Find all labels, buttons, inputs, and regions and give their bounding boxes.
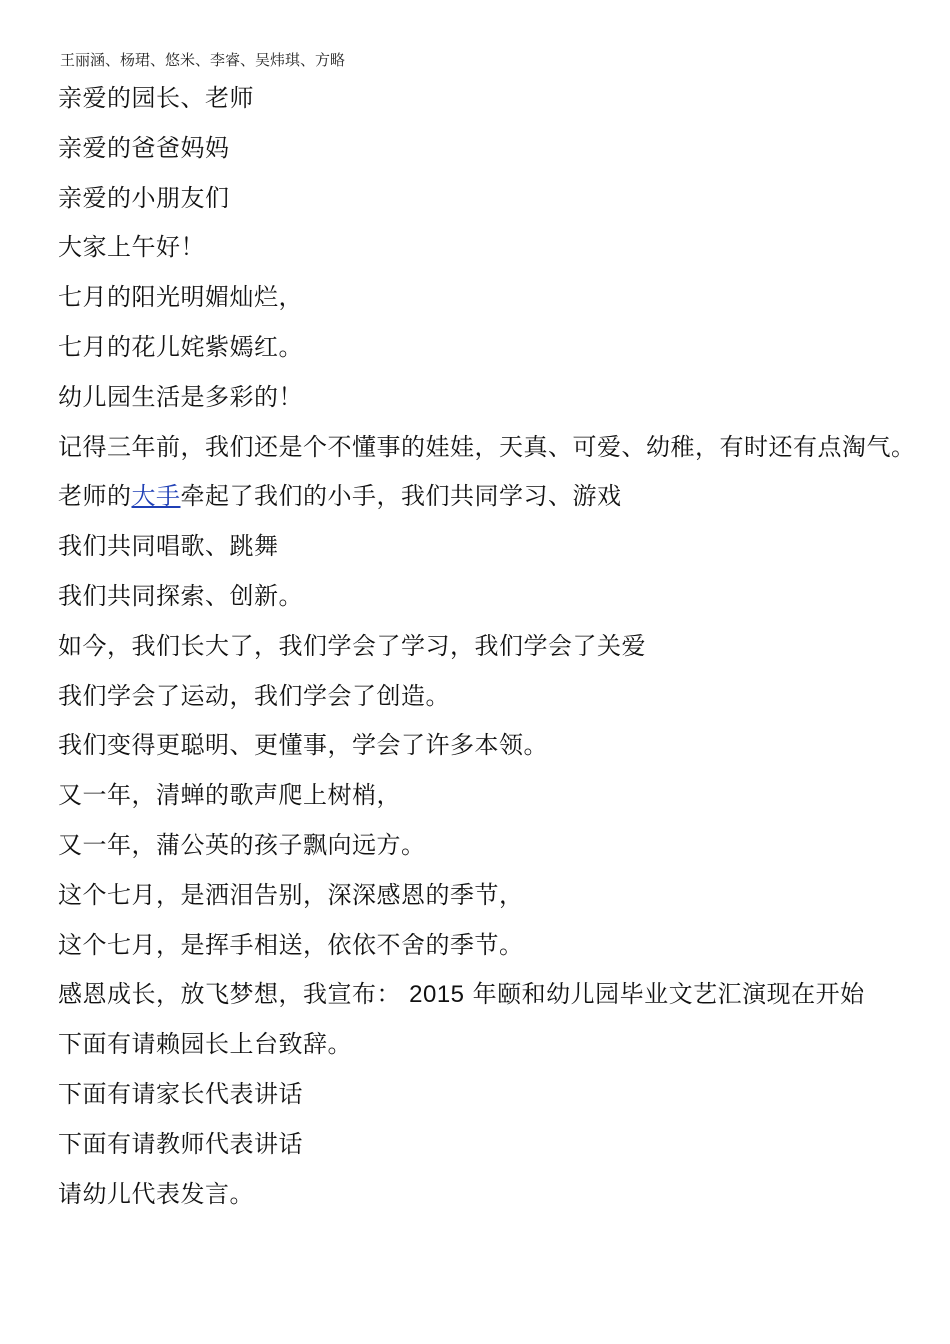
speech-line: 请幼儿代表发言。 — [58, 1179, 254, 1208]
speech-line: 七月的阳光明媚灿烂， — [58, 283, 303, 312]
speech-line: 下面有请教师代表讲话 — [58, 1129, 303, 1158]
speech-line: 亲爱的园长、老师 — [58, 84, 254, 112]
line-text-before: 老师的 — [58, 482, 132, 511]
speech-line: 大家上午好！ — [58, 233, 205, 262]
speech-line: 幼儿园生活是多彩的！ — [58, 382, 303, 411]
speech-line: 下面有请家长代表讲话 — [58, 1079, 303, 1108]
speech-line: 我们共同唱歌、跳舞 — [58, 532, 279, 561]
author-list: 王丽涵、杨珺、悠米、李睿、吴炜琪、方略 — [60, 51, 346, 69]
speech-line: 亲爱的小朋友们 — [58, 183, 230, 212]
speech-line: 七月的花儿姹紫嫣红。 — [58, 332, 303, 361]
speech-line: 这个七月，是洒泪告别，深深感恩的季节， — [58, 880, 524, 909]
speech-line: 下面有请赖园长上台致辞。 — [58, 1030, 352, 1059]
speech-line: 如今，我们长大了，我们学会了学习，我们学会了关爱 — [58, 631, 646, 660]
speech-line: 我们变得更聪明、更懂事，学会了许多本领。 — [58, 731, 548, 760]
speech-line: 又一年，清蝉的歌声爬上树梢， — [58, 781, 401, 810]
speech-line: 我们共同探索、创新。 — [58, 581, 303, 610]
speech-line-with-link — [58, 478, 938, 528]
speech-body — [58, 80, 938, 1225]
speech-line-announcement — [58, 976, 938, 1026]
line-text-after: 牵起了我们的小手，我们共同学习、游戏 — [180, 482, 622, 511]
speech-line: 我们学会了运动，我们学会了创造。 — [58, 681, 450, 710]
speech-line: 这个七月，是挥手相送，依依不舍的季节。 — [58, 930, 524, 959]
year-number: 2015 — [409, 981, 465, 1009]
line-text-after: 年颐和幼儿园毕业文艺汇演现在开始 — [464, 980, 865, 1009]
speech-line: 亲爱的爸爸妈妈 — [58, 133, 230, 162]
speech-line: 记得三年前，我们还是个不懂事的娃娃，天真、可爱、幼稚，有时还有点淘气。 — [58, 432, 916, 461]
line-text-before: 感恩成长，放飞梦想，我宣布： — [58, 980, 410, 1009]
hyperlink[interactable]: 大手 — [131, 482, 181, 511]
speech-line: 又一年，蒲公英的孩子飘向远方。 — [58, 830, 426, 859]
